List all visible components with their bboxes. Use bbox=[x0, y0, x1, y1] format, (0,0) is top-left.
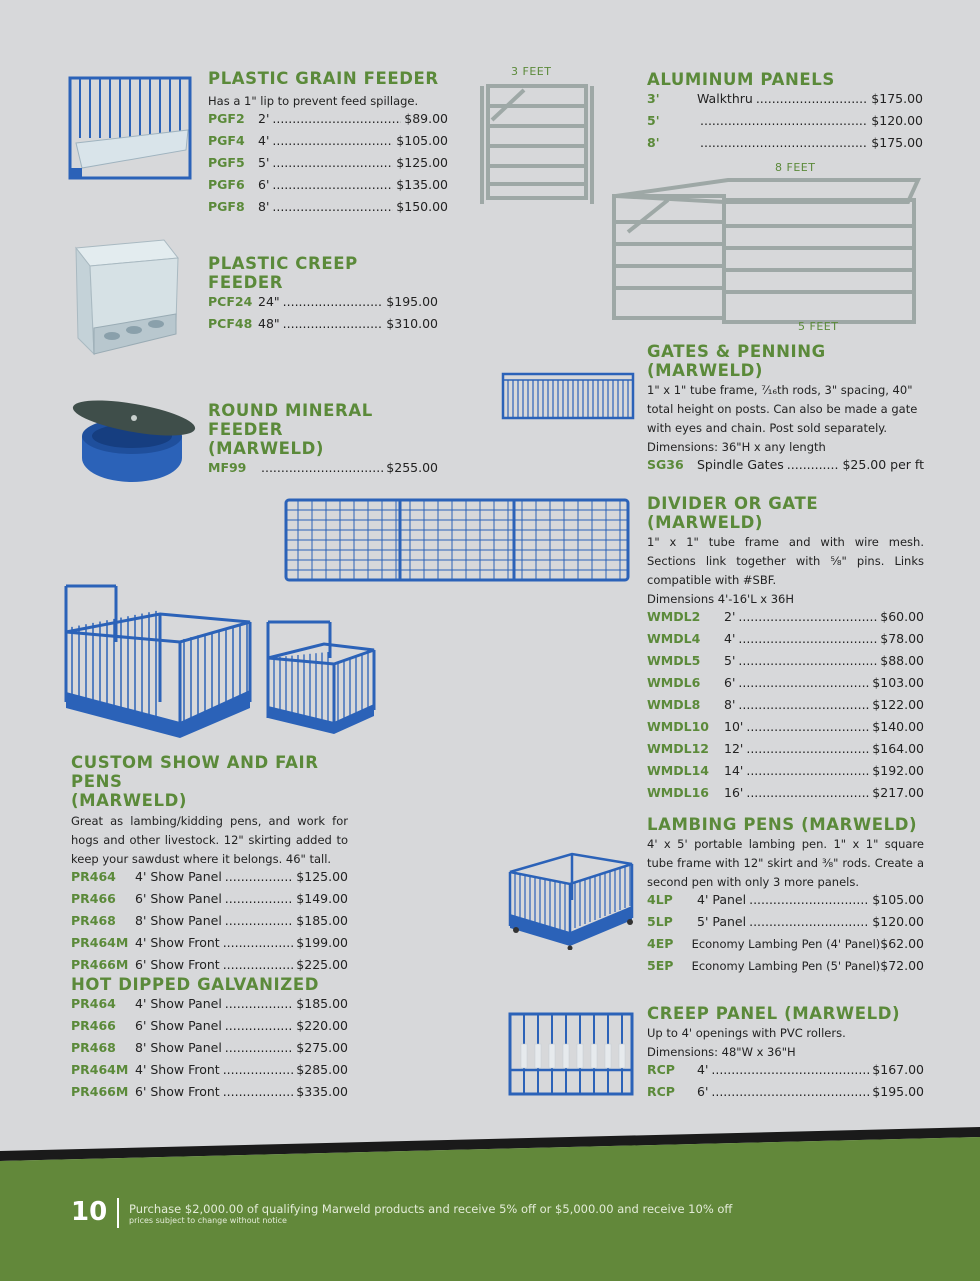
product-code: PR466M bbox=[71, 957, 129, 972]
product-code: WMDL2 bbox=[647, 609, 701, 624]
section-title: ROUND MINERAL FEEDER bbox=[208, 401, 373, 439]
product-price: $255.00 bbox=[386, 460, 438, 475]
product-price: $105.00 bbox=[396, 133, 448, 148]
product-price: $175.00 bbox=[871, 91, 923, 106]
product-price: $78.00 bbox=[880, 631, 924, 646]
product-price: $72.00 bbox=[880, 958, 924, 973]
label-5-feet: 5 FEET bbox=[798, 320, 839, 333]
price-row bbox=[208, 460, 438, 482]
price-row bbox=[647, 763, 924, 785]
mesh-divider-image bbox=[282, 496, 632, 584]
product-price: $122.00 bbox=[872, 697, 924, 712]
price-row bbox=[647, 1062, 924, 1084]
product-item: 5' bbox=[258, 155, 270, 170]
price-row bbox=[647, 741, 924, 763]
product-code: WMDL5 bbox=[647, 653, 701, 668]
product-price: $167.00 bbox=[872, 1062, 924, 1077]
product-code: WMDL14 bbox=[647, 763, 709, 778]
product-code: PGF8 bbox=[208, 199, 245, 214]
creep-feeder-image bbox=[72, 238, 182, 356]
section-title: CREEP PANEL (MARWELD) bbox=[647, 1004, 901, 1023]
hot-dipped-section bbox=[71, 975, 348, 1106]
product-code: PR468 bbox=[71, 1040, 116, 1055]
price-row bbox=[647, 958, 924, 980]
section-description: Has a 1" lip to prevent feed spillage. bbox=[208, 94, 419, 108]
product-item: 8' Show Panel bbox=[135, 913, 222, 928]
product-item: 6' bbox=[697, 1084, 709, 1099]
round-mineral-feeder-section bbox=[208, 401, 438, 482]
product-code: WMDL16 bbox=[647, 785, 709, 800]
product-item: Spindle Gates bbox=[697, 457, 784, 472]
section-title: HOT DIPPED GALVANIZED bbox=[71, 975, 320, 994]
product-item: Walkthru bbox=[697, 91, 753, 106]
section-title-suffix: (MARWELD) bbox=[208, 439, 325, 458]
price-row bbox=[647, 135, 923, 157]
footer-promo: Purchase $2,000.00 of qualifying Marweld products and receive 5% off or $5,000.00 and receive 10% off bbox=[129, 1202, 733, 1216]
product-code: MF99 bbox=[208, 460, 247, 475]
gates-penning-section bbox=[647, 342, 924, 479]
product-code: 4EP bbox=[647, 936, 674, 951]
footer-divider bbox=[117, 1198, 119, 1228]
product-price: $135.00 bbox=[396, 177, 448, 192]
product-price: $285.00 bbox=[296, 1062, 348, 1077]
product-code: WMDL8 bbox=[647, 697, 701, 712]
price-row bbox=[647, 609, 924, 631]
grain-feeder-image bbox=[68, 68, 196, 180]
price-list bbox=[71, 869, 348, 979]
product-item: 2' bbox=[258, 111, 270, 126]
divider-gate-section bbox=[647, 494, 924, 807]
product-code: 5' bbox=[647, 113, 660, 128]
custom-show-pens-section bbox=[71, 753, 348, 979]
product-item: 8' bbox=[724, 697, 736, 712]
product-price: $192.00 bbox=[872, 763, 924, 778]
price-row bbox=[647, 457, 924, 479]
creep-panel-image bbox=[506, 1010, 636, 1098]
footer-note: prices subject to change without notice bbox=[129, 1216, 287, 1225]
page-footer bbox=[0, 1125, 980, 1281]
product-code: RCP bbox=[647, 1062, 675, 1077]
product-price: $120.00 bbox=[871, 113, 923, 128]
section-title: PLASTIC GRAIN FEEDER bbox=[208, 69, 439, 88]
section-description: 4' x 5' portable lambing pen. 1" x 1" square tube frame with 12" skirt and ⅜" rods. Create a second pen with only 3 more panels. bbox=[647, 837, 924, 889]
price-list bbox=[647, 91, 923, 157]
product-item: 4' bbox=[258, 133, 270, 148]
mineral-feeder-image bbox=[68, 396, 198, 488]
product-code: WMDL6 bbox=[647, 675, 701, 690]
price-row bbox=[71, 935, 348, 957]
price-row bbox=[647, 1084, 924, 1106]
plastic-creep-feeder-section bbox=[208, 254, 438, 338]
price-row bbox=[647, 914, 924, 936]
product-price: $103.00 bbox=[872, 675, 924, 690]
page-number: 10 bbox=[71, 1197, 108, 1227]
price-row bbox=[208, 316, 438, 338]
product-price: $89.00 bbox=[404, 111, 448, 126]
price-row bbox=[647, 785, 924, 807]
price-list bbox=[208, 460, 438, 482]
product-code: PGF5 bbox=[208, 155, 245, 170]
price-row bbox=[71, 1018, 348, 1040]
product-price: $225.00 bbox=[296, 957, 348, 972]
price-row bbox=[647, 697, 924, 719]
label-3-feet: 3 FEET bbox=[511, 65, 552, 78]
product-code: PCF24 bbox=[208, 294, 253, 309]
price-list bbox=[208, 111, 448, 221]
product-price: $62.00 bbox=[880, 936, 924, 951]
product-price: $105.00 bbox=[872, 892, 924, 907]
product-item: 4' bbox=[697, 1062, 709, 1077]
product-item: 12' bbox=[724, 741, 744, 756]
section-title-suffix: (MARWELD) bbox=[71, 791, 188, 810]
product-price: $185.00 bbox=[296, 913, 348, 928]
price-row bbox=[208, 155, 448, 177]
price-row bbox=[208, 177, 448, 199]
product-code: PR468 bbox=[71, 913, 116, 928]
price-row bbox=[208, 199, 448, 221]
price-list bbox=[647, 892, 924, 980]
section-dimensions: Dimensions: 48"W x 36"H bbox=[647, 1045, 796, 1059]
product-item: 6' Show Panel bbox=[135, 1018, 222, 1033]
section-title: LAMBING PENS (MARWELD) bbox=[647, 815, 918, 834]
product-item: 4' Show Panel bbox=[135, 996, 222, 1011]
product-item: 48" bbox=[258, 316, 280, 331]
product-item: 8' bbox=[258, 199, 270, 214]
section-dimensions: Dimensions: 36"H x any length bbox=[647, 440, 826, 454]
product-item: 16' bbox=[724, 785, 744, 800]
price-row bbox=[71, 869, 348, 891]
product-price: $164.00 bbox=[872, 741, 924, 756]
product-price: $335.00 bbox=[296, 1084, 348, 1099]
product-price: $25.00 per ft bbox=[842, 457, 924, 472]
product-price: $195.00 bbox=[872, 1084, 924, 1099]
product-code: PR464 bbox=[71, 869, 116, 884]
product-price: $217.00 bbox=[872, 785, 924, 800]
product-item: 5' bbox=[724, 653, 736, 668]
aluminum-panels-section bbox=[647, 70, 923, 157]
price-row bbox=[647, 113, 923, 135]
product-code: 3' bbox=[647, 91, 660, 106]
section-title: ALUMINUM PANELS bbox=[647, 70, 835, 89]
spindle-gate-image bbox=[500, 370, 636, 422]
product-price: $310.00 bbox=[386, 316, 438, 331]
product-code: SG36 bbox=[647, 457, 684, 472]
section-description: 1" x 1" tube frame and with wire mesh. Sections link together with ⅝" pins. Links compatible with #SBF. bbox=[647, 535, 924, 587]
product-code: WMDL10 bbox=[647, 719, 709, 734]
product-item: 6' Show Front bbox=[135, 1084, 220, 1099]
product-price: $150.00 bbox=[396, 199, 448, 214]
aluminum-pen-image bbox=[608, 172, 926, 332]
product-price: $185.00 bbox=[296, 996, 348, 1011]
section-description: Great as lambing/kidding pens, and work for hogs and other livestock. 12" skirting added to keep your sawdust where it belongs. 46" tall. bbox=[71, 814, 348, 866]
product-price: $149.00 bbox=[296, 891, 348, 906]
price-row bbox=[647, 631, 924, 653]
product-item: Economy Lambing Pen (5' Panel) bbox=[691, 959, 881, 973]
lambing-pen-image bbox=[506, 850, 636, 950]
price-row bbox=[71, 891, 348, 913]
section-title: DIVIDER OR GATE (MARWELD) bbox=[647, 494, 819, 532]
product-item: 6' bbox=[724, 675, 736, 690]
product-price: $199.00 bbox=[296, 935, 348, 950]
plastic-grain-feeder-section bbox=[208, 69, 448, 221]
creep-panel-section bbox=[647, 1004, 924, 1106]
product-code: WMDL4 bbox=[647, 631, 701, 646]
product-code: 5LP bbox=[647, 914, 673, 929]
section-description: Up to 4' openings with PVC rollers. bbox=[647, 1026, 846, 1040]
product-price: $125.00 bbox=[296, 869, 348, 884]
label-8-feet: 8 FEET bbox=[775, 161, 816, 174]
product-code: PGF6 bbox=[208, 177, 245, 192]
product-code: PR464M bbox=[71, 1062, 129, 1077]
section-description: 1" x 1" tube frame, ⁷⁄₁₆th rods, 3" spacing, 40" total height on posts. Can also be made a gate with eyes and chain. Post sold separately. bbox=[647, 383, 918, 435]
product-item: 14' bbox=[724, 763, 744, 778]
product-item: 4' Show Panel bbox=[135, 869, 222, 884]
product-code: 4LP bbox=[647, 892, 673, 907]
price-list bbox=[647, 457, 924, 479]
product-code: PR464 bbox=[71, 996, 116, 1011]
price-row bbox=[647, 719, 924, 741]
product-item: 2' bbox=[724, 609, 736, 624]
product-code: PR466M bbox=[71, 1084, 129, 1099]
product-price: $220.00 bbox=[296, 1018, 348, 1033]
product-code: PR466 bbox=[71, 1018, 116, 1033]
product-price: $275.00 bbox=[296, 1040, 348, 1055]
price-row bbox=[71, 913, 348, 935]
price-list bbox=[647, 609, 924, 807]
price-row bbox=[647, 91, 923, 113]
product-item: 6' bbox=[258, 177, 270, 192]
product-code: PR464M bbox=[71, 935, 129, 950]
product-item: 4' Panel bbox=[697, 892, 747, 907]
product-price: $175.00 bbox=[871, 135, 923, 150]
price-row bbox=[208, 294, 438, 316]
price-row bbox=[647, 675, 924, 697]
price-list bbox=[647, 1062, 924, 1106]
section-title: GATES & PENNING (MARWELD) bbox=[647, 342, 826, 380]
show-pen-large-image bbox=[60, 582, 260, 742]
product-item: 24" bbox=[258, 294, 280, 309]
product-code: RCP bbox=[647, 1084, 675, 1099]
product-code: WMDL12 bbox=[647, 741, 709, 756]
product-item: 6' Show Front bbox=[135, 957, 220, 972]
product-price: $140.00 bbox=[872, 719, 924, 734]
price-row bbox=[647, 936, 924, 958]
price-row bbox=[208, 133, 448, 155]
product-item: 10' bbox=[724, 719, 744, 734]
price-row bbox=[71, 1062, 348, 1084]
product-price: $120.00 bbox=[872, 914, 924, 929]
product-item: 4' Show Front bbox=[135, 935, 220, 950]
price-list bbox=[71, 996, 348, 1106]
price-row bbox=[71, 996, 348, 1018]
product-code: 5EP bbox=[647, 958, 674, 973]
price-row bbox=[71, 1084, 348, 1106]
product-item: Economy Lambing Pen (4' Panel) bbox=[691, 937, 881, 951]
product-code: PGF4 bbox=[208, 133, 245, 148]
product-price: $195.00 bbox=[386, 294, 438, 309]
price-row bbox=[208, 111, 448, 133]
lambing-pens-section bbox=[647, 815, 924, 980]
section-title: PLASTIC CREEP FEEDER bbox=[208, 254, 358, 292]
product-code: 8' bbox=[647, 135, 660, 150]
product-item: 5' Panel bbox=[697, 914, 747, 929]
price-list bbox=[208, 294, 438, 338]
aluminum-gate-3ft-image bbox=[478, 80, 598, 208]
product-code: PGF2 bbox=[208, 111, 245, 126]
product-item: 4' bbox=[724, 631, 736, 646]
price-row bbox=[647, 653, 924, 675]
product-code: PCF48 bbox=[208, 316, 253, 331]
product-item: 8' Show Panel bbox=[135, 1040, 222, 1055]
product-price: $60.00 bbox=[880, 609, 924, 624]
show-pen-small-image bbox=[264, 618, 378, 736]
product-item: 6' Show Panel bbox=[135, 891, 222, 906]
section-title: CUSTOM SHOW AND FAIR PENS bbox=[71, 753, 319, 791]
product-price: $88.00 bbox=[880, 653, 924, 668]
product-code: PR466 bbox=[71, 891, 116, 906]
product-item: 4' Show Front bbox=[135, 1062, 220, 1077]
price-row bbox=[647, 892, 924, 914]
section-dimensions: Dimensions 4'-16'L x 36H bbox=[647, 592, 795, 606]
price-row bbox=[71, 1040, 348, 1062]
product-price: $125.00 bbox=[396, 155, 448, 170]
